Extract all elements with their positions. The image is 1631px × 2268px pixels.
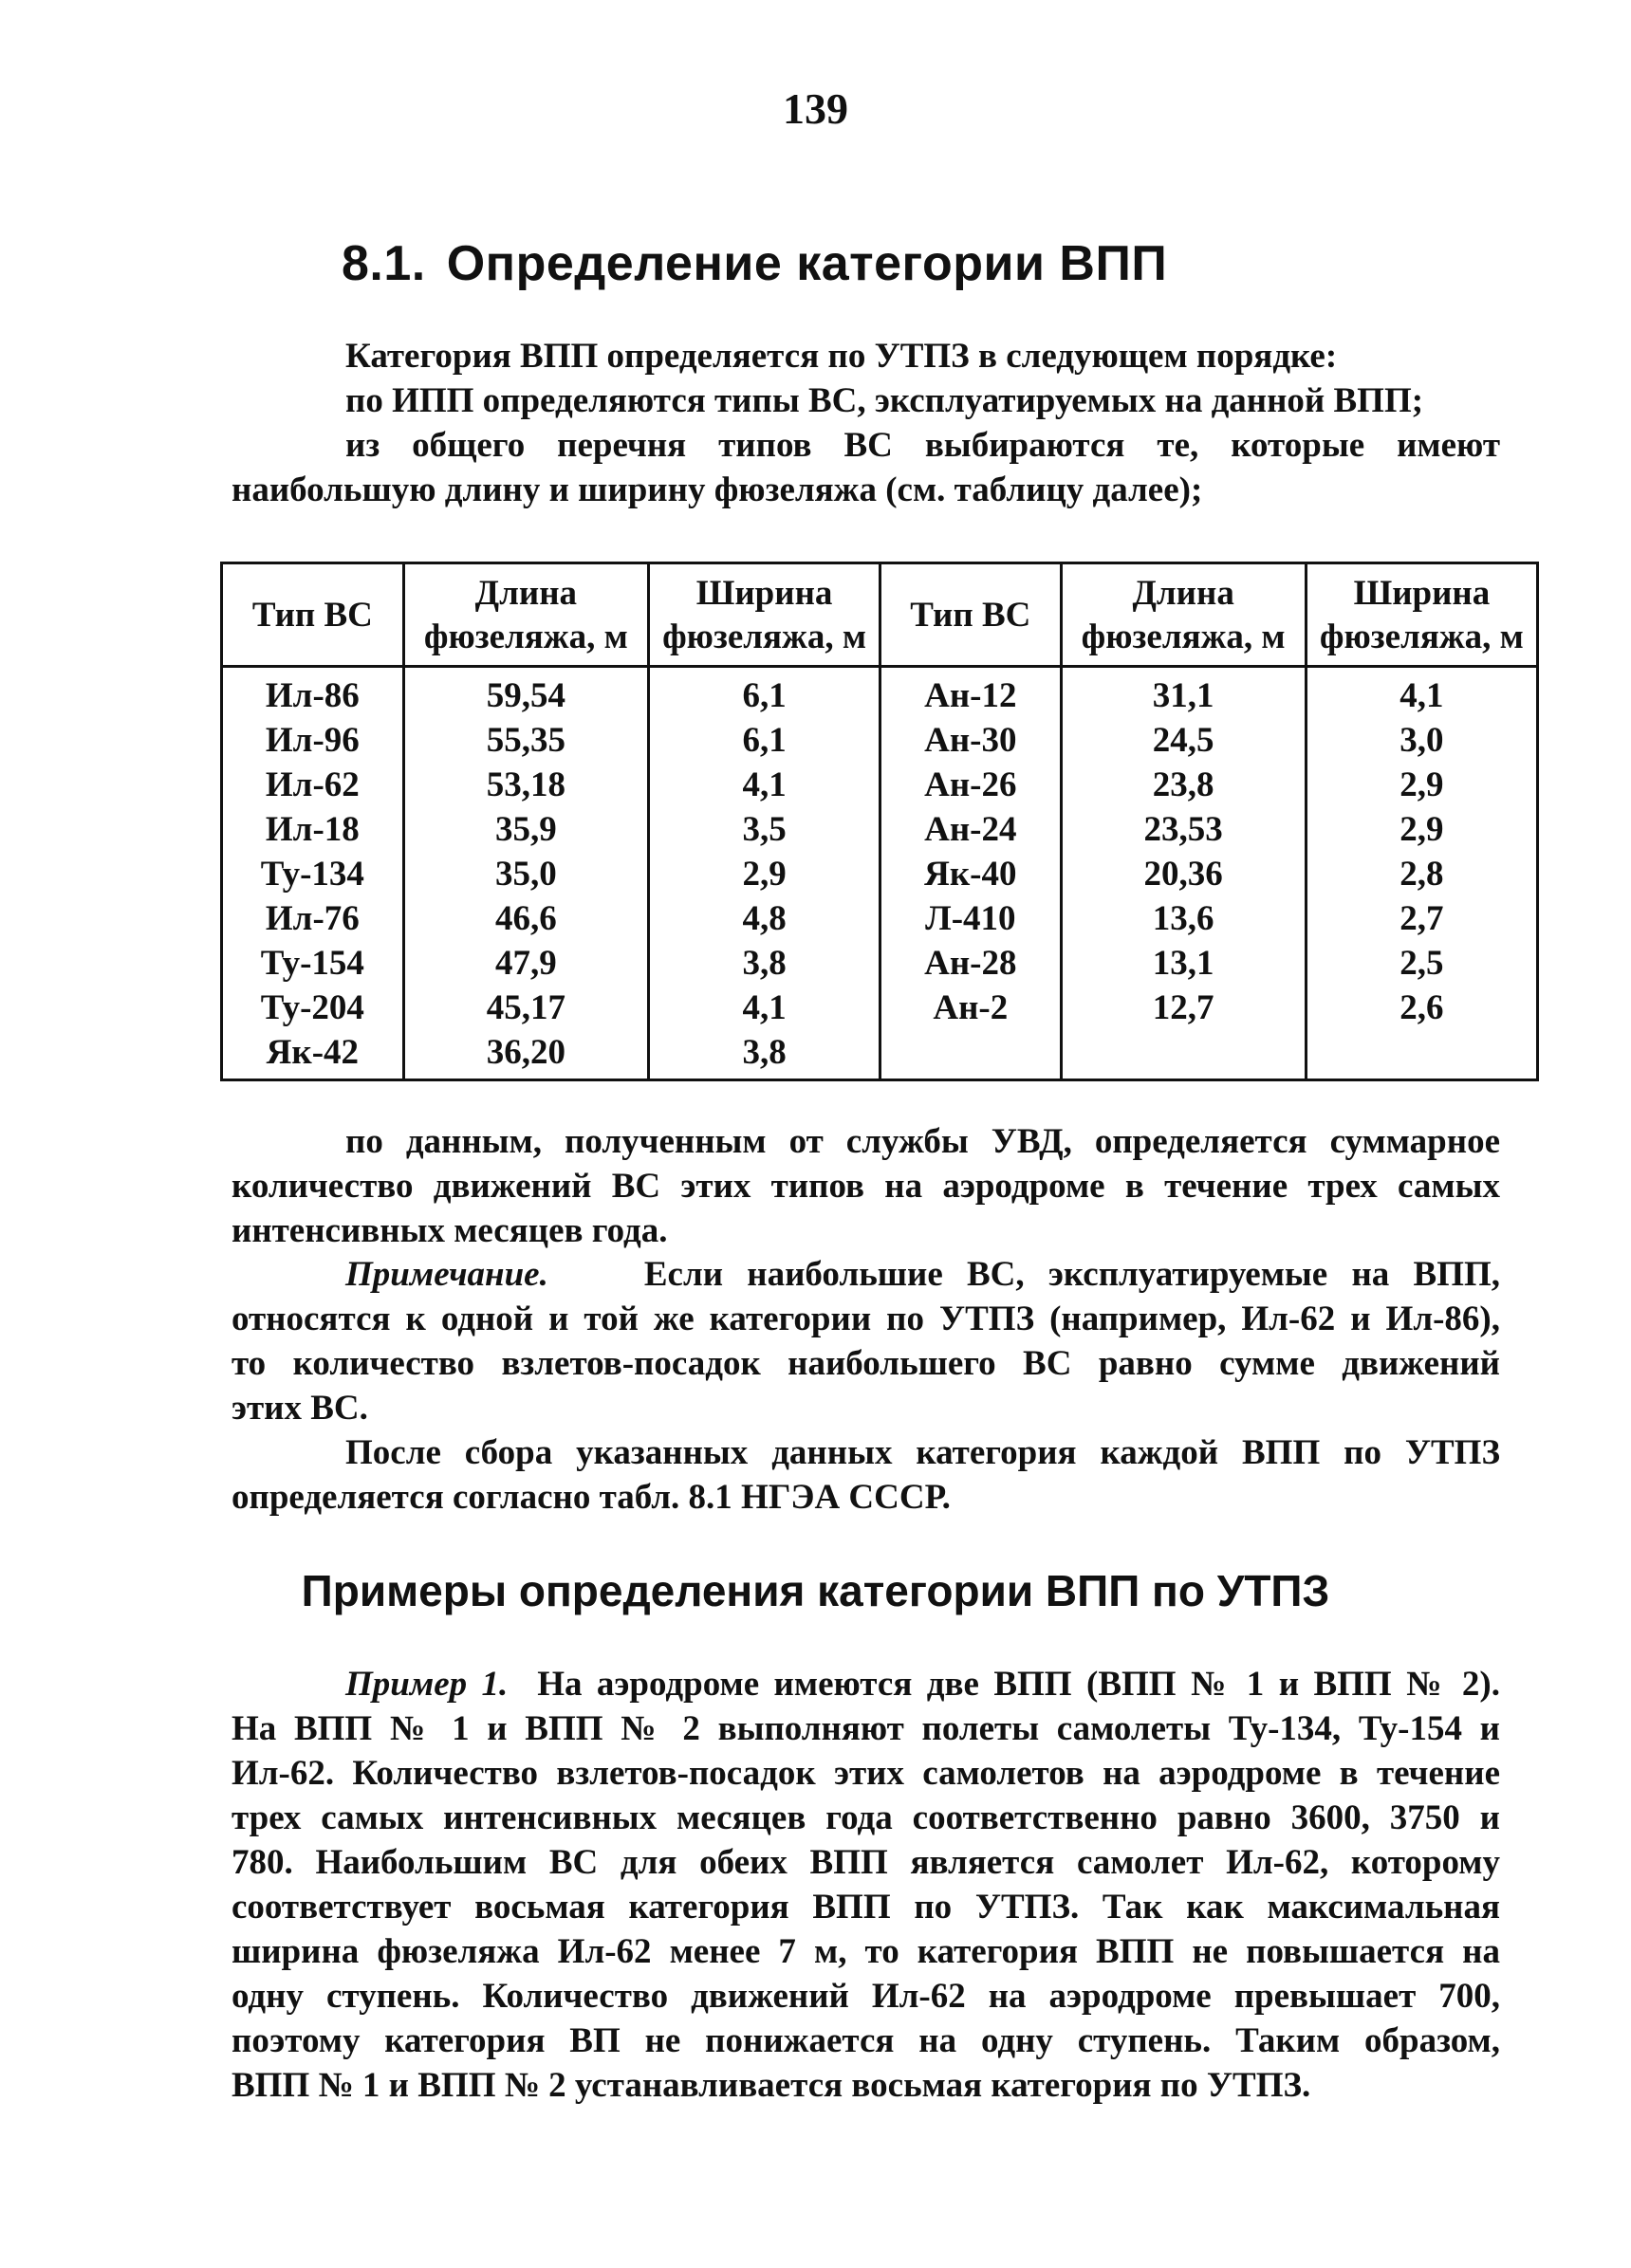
header-type-1: Тип ВС xyxy=(222,563,404,667)
cell-width: 3,8 xyxy=(649,1030,880,1080)
note-line-1 xyxy=(232,1252,1500,1297)
example-line-6: соответствует восьмая категория ВПП по УТПЗ. Так как максимальная xyxy=(232,1888,1500,1927)
cell-length: 31,1 xyxy=(1061,667,1306,719)
intro-paragraph xyxy=(232,334,1500,512)
table-row xyxy=(222,852,1538,896)
section-title-text: Определение категории ВПП xyxy=(446,236,1168,291)
cell-width: 2,6 xyxy=(1306,986,1537,1030)
cell-length: 24,5 xyxy=(1061,718,1306,763)
example-line-8: одну ступень. Количество движений Ил-62 на аэродроме превышает 700, xyxy=(232,1977,1500,2016)
cell-length xyxy=(1061,1030,1306,1080)
cell-type: Ту-204 xyxy=(222,986,404,1030)
cell-type: Ан-26 xyxy=(880,763,1061,807)
example-line-9: поэтому категория ВП не понижается на одну ступень. Таким образом, xyxy=(232,2021,1500,2060)
table-row xyxy=(222,718,1538,763)
cell-length: 46,6 xyxy=(403,896,648,941)
cell-width: 3,8 xyxy=(649,941,880,986)
after-note-line-2: определяется согласно табл. 8.1 НГЭА СССР. xyxy=(232,1478,951,1517)
cell-type: Ту-134 xyxy=(222,852,404,896)
note-label: Примечание. xyxy=(345,1255,548,1294)
cell-width: 2,9 xyxy=(1306,807,1537,852)
after-table-line-2: количество движений ВС этих типов на аэродроме в течение трех самых xyxy=(232,1167,1500,1206)
cell-length: 45,17 xyxy=(403,986,648,1030)
cell-width: 2,8 xyxy=(1306,852,1537,896)
after-table-paragraph xyxy=(232,1119,1500,1253)
after-note-line-1: После сбора указанных данных категория каждой ВПП по УТПЗ xyxy=(345,1433,1500,1472)
cell-length: 13,1 xyxy=(1061,941,1306,986)
cell-length: 35,9 xyxy=(403,807,648,852)
cell-type: Ил-76 xyxy=(222,896,404,941)
table-header-row xyxy=(222,563,1538,667)
note-paragraph xyxy=(232,1252,1500,1430)
header-width-2: Ширина фюзеляжа, м xyxy=(1306,563,1537,667)
cell-width: 2,7 xyxy=(1306,896,1537,941)
table-row xyxy=(222,986,1538,1030)
cell-type xyxy=(880,1030,1061,1080)
cell-width: 3,5 xyxy=(649,807,880,852)
cell-type: Ан-24 xyxy=(880,807,1061,852)
cell-type: Л-410 xyxy=(880,896,1061,941)
cell-width: 3,0 xyxy=(1306,718,1537,763)
cell-width: 4,1 xyxy=(649,986,880,1030)
header-length-1: Длина фюзеляжа, м xyxy=(403,563,648,667)
cell-width: 4,1 xyxy=(1306,667,1537,719)
cell-length: 55,35 xyxy=(403,718,648,763)
after-note-paragraph xyxy=(232,1430,1500,1520)
cell-length: 35,0 xyxy=(403,852,648,896)
header-type-2: Тип ВС xyxy=(880,563,1061,667)
cell-type: Ан-12 xyxy=(880,667,1061,719)
example-line-2: На ВПП № 1 и ВПП № 2 выполняют полеты самолеты Ту-134, Ту-154 и xyxy=(232,1709,1500,1748)
intro-line-1: Категория ВПП определяется по УТПЗ в следующем порядке: xyxy=(345,337,1338,376)
note-line-4: этих ВС. xyxy=(232,1389,368,1428)
example-line-1-text: На аэродроме имеются две ВПП (ВПП № 1 и ВПП № 2). xyxy=(537,1665,1500,1704)
intro-line-2: по ИПП определяются типы ВС, эксплуатируемых на данной ВПП; xyxy=(345,381,1424,420)
example-line-3: Ил-62. Количество взлетов-посадок этих самолетов на аэродроме в течение xyxy=(232,1754,1500,1793)
cell-length: 53,18 xyxy=(403,763,648,807)
example-1-paragraph xyxy=(232,1662,1500,2108)
cell-length: 13,6 xyxy=(1061,896,1306,941)
cell-length: 36,20 xyxy=(403,1030,648,1080)
cell-length: 23,8 xyxy=(1061,763,1306,807)
cell-type: Ил-62 xyxy=(222,763,404,807)
examples-title: Примеры определения категории ВПП по УТПЗ xyxy=(301,1566,1330,1615)
cell-width: 2,5 xyxy=(1306,941,1537,986)
note-line-3: то количество взлетов-посадок наибольшего ВС равно сумме движений xyxy=(232,1344,1500,1383)
cell-width: 2,9 xyxy=(1306,763,1537,807)
example-line-10: ВПП № 1 и ВПП № 2 устанавливается восьмая категория по УТПЗ. xyxy=(232,2066,1311,2105)
intro-line-4: наибольшую длину и ширину фюзеляжа (см. таблицу далее); xyxy=(232,470,1203,509)
table-row xyxy=(222,667,1538,719)
cell-width: 2,9 xyxy=(649,852,880,896)
intro-line-3: из общего перечня типов ВС выбираются те, которые имеют xyxy=(345,426,1500,465)
section-title xyxy=(342,235,1167,292)
cell-type: Ил-18 xyxy=(222,807,404,852)
after-table-line-1: по данным, полученным от службы УВД, определяется суммарное xyxy=(345,1122,1500,1161)
table-row xyxy=(222,763,1538,807)
table-row xyxy=(222,896,1538,941)
cell-type: Ан-28 xyxy=(880,941,1061,986)
cell-type: Як-42 xyxy=(222,1030,404,1080)
header-length-2: Длина фюзеляжа, м xyxy=(1061,563,1306,667)
cell-length: 23,53 xyxy=(1061,807,1306,852)
cell-type: Ил-86 xyxy=(222,667,404,719)
note-line-1-text: Если наибольшие ВС, эксплуатируемые на ВПП, xyxy=(643,1255,1501,1294)
cell-width: 4,1 xyxy=(649,763,880,807)
cell-length: 59,54 xyxy=(403,667,648,719)
cell-width xyxy=(1306,1030,1537,1080)
cell-width: 6,1 xyxy=(649,718,880,763)
cell-type: Ту-154 xyxy=(222,941,404,986)
example-label: Пример 1. xyxy=(345,1665,509,1704)
cell-length: 20,36 xyxy=(1061,852,1306,896)
table-row xyxy=(222,941,1538,986)
aircraft-dimensions-table xyxy=(220,562,1539,1081)
cell-length: 12,7 xyxy=(1061,986,1306,1030)
example-line-7: ширина фюзеляжа Ил-62 менее 7 м, то категория ВПП не повышается на xyxy=(232,1932,1500,1971)
example-line-1 xyxy=(232,1662,1500,1706)
page-number: 139 xyxy=(783,84,848,133)
example-line-5: 780. Наибольшим ВС для обеих ВПП является самолет Ил-62, которому xyxy=(232,1843,1500,1882)
cell-type: Ан-30 xyxy=(880,718,1061,763)
note-line-2: относятся к одной и той же категории по УТПЗ (например, Ил-62 и Ил-86), xyxy=(232,1300,1500,1338)
cell-type: Як-40 xyxy=(880,852,1061,896)
table-row xyxy=(222,1030,1538,1080)
cell-type: Ан-2 xyxy=(880,986,1061,1030)
cell-type: Ил-96 xyxy=(222,718,404,763)
table-row xyxy=(222,807,1538,852)
cell-width: 6,1 xyxy=(649,667,880,719)
cell-width: 4,8 xyxy=(649,896,880,941)
after-table-line-3: интенсивных месяцев года. xyxy=(232,1211,668,1250)
header-width-1: Ширина фюзеляжа, м xyxy=(649,563,880,667)
example-line-4: трех самых интенсивных месяцев года соответственно равно 3600, 3750 и xyxy=(232,1798,1500,1837)
section-number: 8.1. xyxy=(342,236,426,291)
cell-length: 47,9 xyxy=(403,941,648,986)
